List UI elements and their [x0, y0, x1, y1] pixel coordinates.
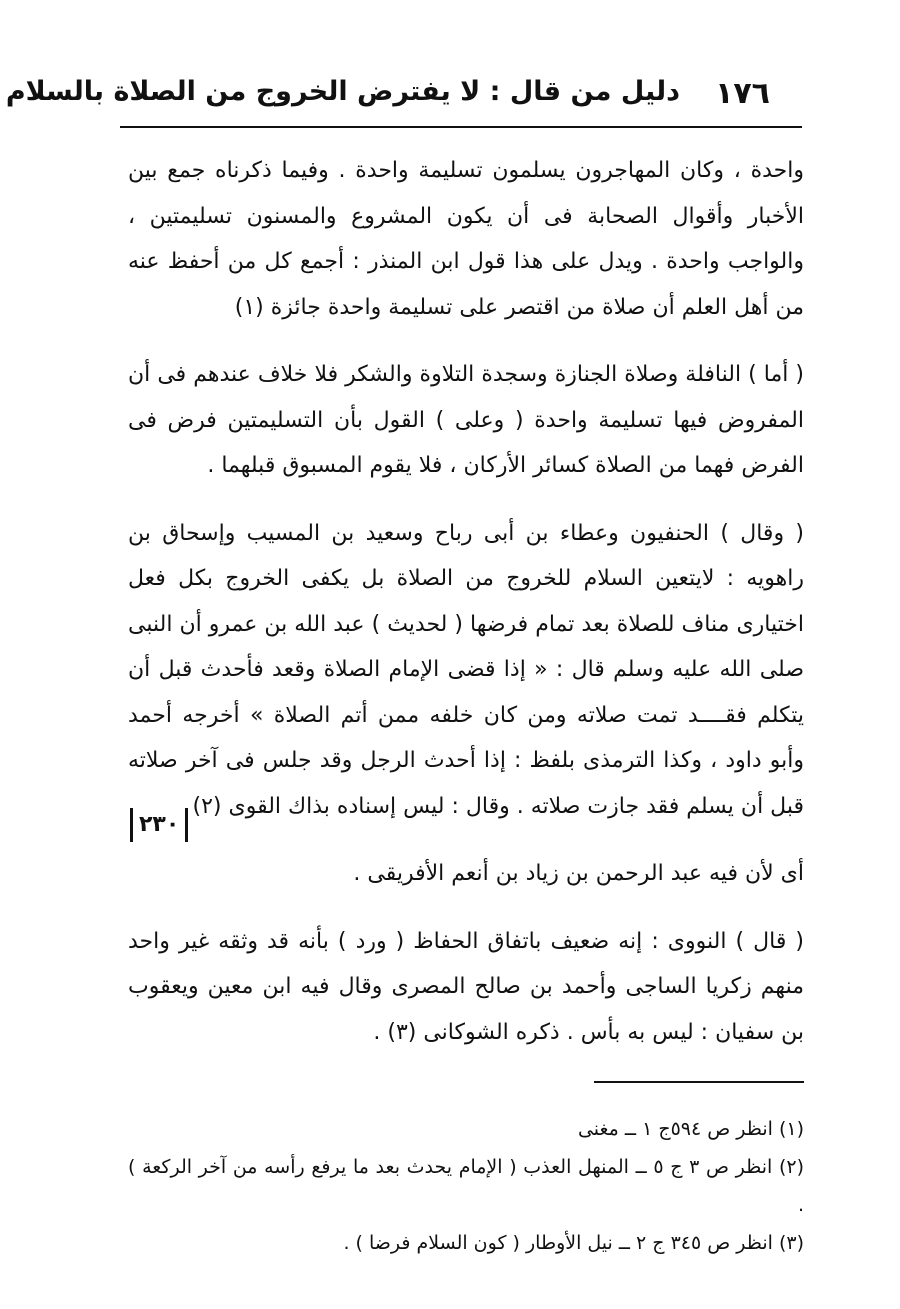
paragraph: ( وقال ) الحنفيون وعطاء بن أبى رباح وسعيد بن المسيب وإسحاق بن راهويه : لايتعين السلام للخروج من الصلاة بل يكفى الخروج بكل فعل اختيارى مناف للصلاة بعد تمام فرضها ( لحديث ) عبد الله بن عمرو أن النبى صلى الله عليه وسلم قال : « إذا قضى الإمام الصلاة وقعد فأحدث قبل أن يتكلم فقــــد تمت صلاته ومن كان خلفه ممن أتم الصلاة » أخرجه أحمد وأبو داود ، وكذا الترمذى بلفظ : إذا أحدث الرجل وقد جلس فى آخر صلاته قبل أن يسلم فقد جازت صلاته . وقال : ليس إسناده بذاك القوى (٢)	[128, 520, 804, 819]
main-text	[128, 148, 804, 1055]
paragraph: ( قال ) النووى : إنه ضعيف باتفاق الحفاظ ( ورد ) بأنه قد وثقه غير واحد منهم زكريا الساجى وأحمد بن صالح المصرى وقال فيه ابن معين ويعقوب بن سفيان : ليس به بأس . ذكره الشوكانى (٣) .	[128, 928, 804, 1045]
footnote: (١) انظر ص ٥٩٤ج ١ ــ مغنى	[577, 1118, 804, 1140]
paragraph: أى لأن فيه عبد الرحمن بن زياد بن أنعم الأفريقى .	[353, 861, 804, 886]
paragraph: واحدة ، وكان المهاجرون يسلمون تسليمة واحدة . وفيما ذكرناه جمع بين الأخبار وأقوال الصحابة فى أن يكون المشروع والمسنون تسليمتين ، والواجب واحدة . ويدل على هذا قول ابن المنذر : أجمع كل من أحفظ عنه من أهل العلم أن صلاة من اقتصر على تسليمة واحدة جائزة (١)	[128, 158, 804, 320]
side-page-marker: ٢٣٠	[130, 808, 188, 842]
footnote: (٣) انظر ص ٣٤٥ ج ٢ ــ نيل الأوطار ( كون السلام فرضا ) .	[343, 1232, 804, 1254]
footnotes	[128, 1110, 804, 1262]
page-number: ١٧٦	[715, 76, 770, 111]
running-title: دليل من قال : لا يفترض الخروج من الصلاة بالسلام	[5, 76, 680, 107]
footnote-divider	[594, 1081, 804, 1083]
page-header	[5, 72, 800, 122]
header-divider	[120, 126, 802, 128]
paragraph: ( أما ) النافلة وصلاة الجنازة وسجدة التلاوة والشكر فلا خلاف عندهم فى أن المفروض فيها تسليمة واحدة ( وعلى ) القول بأن التسليمتين فرض فى الفرض فهما من الصلاة كسائر الأركان ، فلا يقوم المسبوق قبلهما .	[128, 362, 804, 478]
footnote: (٢) انظر ص ٣ ج ٥ ــ المنهل العذب ( الإمام يحدث بعد ما يرفع رأسه من آخر الركعة ) .	[128, 1156, 805, 1216]
